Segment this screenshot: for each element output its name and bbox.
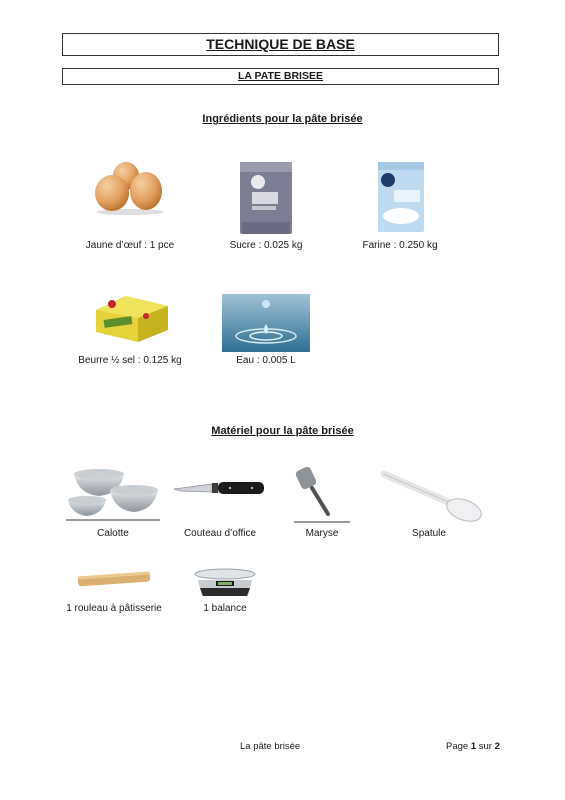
footer-page-sep: sur [478,741,492,752]
material-rouleau [58,562,170,622]
ingredient-label: Farine : 0.250 kg [362,240,438,251]
material-label: 1 rouleau à pâtisserie [66,603,162,614]
footer-page-current: 1 [470,741,477,752]
material-spatule [374,464,484,544]
footer-page-number [446,741,500,752]
spatula-maryse-icon [292,464,354,524]
page-title: TECHNIQUE DE BASE [62,33,499,56]
ingredient-label: Eau : 0.005 L [236,355,296,366]
ingredients-heading: Ingrédients pour la pâte brisée [202,113,363,125]
eggs-icon [94,160,166,216]
page-subtitle: LA PATE BRISEE [62,68,499,85]
water-drop-icon [222,294,310,352]
ingredient-label: Jaune d’œuf : 1 pce [85,240,175,251]
ingredient-sugar [206,160,326,255]
material-label: Calotte [97,528,129,539]
butter-icon [90,292,170,344]
material-balance [180,562,270,622]
sugar-bag-icon [238,160,294,236]
material-label: 1 balance [203,603,247,614]
material-calotte [58,464,168,544]
materiel-heading: Matériel pour la pâte brisée [211,425,354,437]
ingredient-flour [340,160,460,255]
scale-icon [190,566,260,600]
paring-knife-icon [172,478,266,498]
mixing-bowls-icon [64,464,162,522]
ingredient-egg [70,160,190,255]
material-label: Spatule [412,528,446,539]
flour-bag-icon [376,160,426,234]
ingredient-butter [70,292,190,372]
ingredient-water [206,292,326,372]
ingredient-label: Beurre ½ sel : 0.125 kg [78,355,182,366]
wooden-spatula-icon [378,468,482,522]
footer-page-prefix: Page [446,741,469,752]
ingredient-label: Sucre : 0.025 kg [229,240,303,251]
footer-document-name: La pâte brisée [240,741,301,752]
footer-page-total: 2 [494,741,500,752]
material-label: Couteau d’office [183,528,257,539]
material-maryse [282,464,362,544]
material-label: Maryse [305,528,339,539]
rolling-pin-icon [76,566,152,590]
material-couteau [170,464,270,544]
